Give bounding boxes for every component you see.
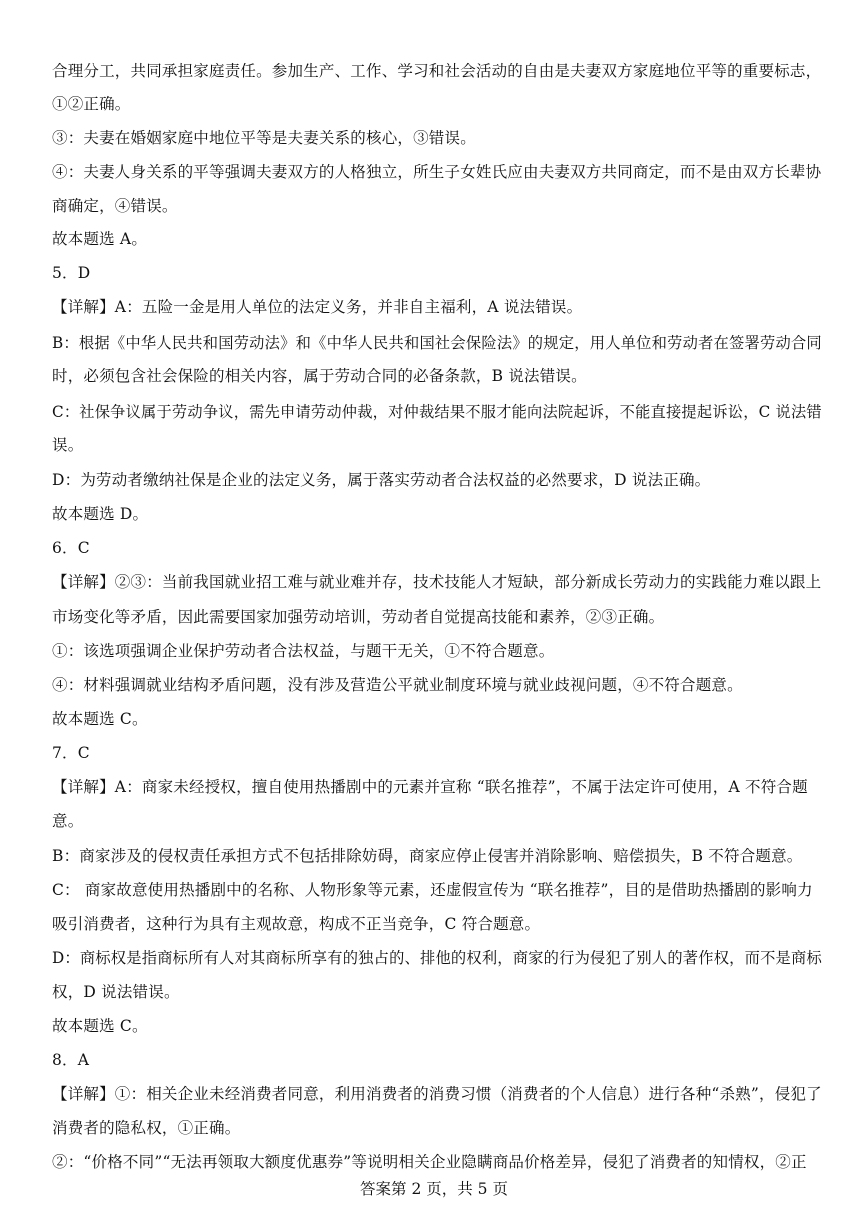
text-line: D：商标权是指商标所有人对其商标所享有的独占的、排他的权利，商家的行为侵犯了别人的著作权，而不是商标: [52, 949, 822, 967]
text-line: 【详解】②③：当前我国就业招工难与就业难并存，技术技能人才短缺，部分新成长劳动力的实践能力难以跟上: [52, 573, 822, 591]
text-line: 消费者的隐私权，①正确。: [52, 1119, 241, 1137]
text-line: 故本题选 C。: [52, 1017, 148, 1035]
text-line: 吸引消费者，这种行为具有主观故意，构成不正当竞争，C 符合题意。: [52, 915, 541, 933]
text-line: 【详解】①：相关企业未经消费者同意，利用消费者的消费习惯（消费者的个人信息）进行各种“杀熟”，侵犯了: [52, 1085, 822, 1103]
text-line: 故本题选 D。: [52, 505, 149, 523]
text-line: 权，D 说法错误。: [52, 983, 180, 1001]
text-line: ①②正确。: [52, 95, 131, 113]
question-number: 6．C: [52, 539, 90, 557]
page-footer: 答案第 2 页，共 5 页: [360, 1180, 508, 1198]
text-line: 【详解】A：商家未经授权，擅自使用热播剧中的元素并宣称 “联名推荐”，不属于法定许可使用，A 不符合题: [52, 778, 808, 796]
text-line: B：商家涉及的侵权责任承担方式不包括排除妨碍，商家应停止侵害并消除影响、赔偿损失，B 不符合题意。: [52, 847, 803, 865]
text-line: 意。: [52, 812, 84, 830]
text-line: C： 商家故意使用热播剧中的名称、人物形象等元素，还虚假宣传为 “联名推荐”，目的是借助热播剧的影响力: [52, 881, 813, 899]
text-line: B：根据《中华人民共和国劳动法》和《中华人民共和国社会保险法》的规定，用人单位和劳动者在签署劳动合同: [52, 334, 822, 352]
text-line: 市场变化等矛盾，因此需要国家加强劳动培训，劳动者自觉提高技能和素养，②③正确。: [52, 608, 665, 626]
text-line: ①：该选项强调企业保护劳动者合法权益，与题干无关，①不符合题意。: [52, 642, 555, 660]
text-line: C：社保争议属于劳动争议，需先申请劳动仲裁，对仲裁结果不服才能向法院起诉，不能直接提起诉讼，C 说法错: [52, 403, 822, 421]
text-line: 误。: [52, 436, 84, 454]
text-line: ③：夫妻在婚姻家庭中地位平等是夫妻关系的核心，③错误。: [52, 129, 476, 147]
text-line: 故本题选 C。: [52, 710, 148, 728]
question-number: 7．C: [52, 744, 90, 762]
question-number: 5．D: [52, 264, 91, 282]
text-line: ④：材料强调就业结构矛盾问题，没有涉及营造公平就业制度环境与就业歧视问题，④不符合题意。: [52, 676, 743, 694]
text-line: ④：夫妻人身关系的平等强调夫妻双方的人格独立，所生子女姓氏应由夫妻双方共同商定，而不是由双方长辈协: [52, 163, 822, 181]
text-line: 故本题选 A。: [52, 230, 148, 248]
text-line: D：为劳动者缴纳社保是企业的法定义务，属于落实劳动者合法权益的必然要求，D 说法正确。: [52, 471, 711, 489]
question-number: 8．A: [52, 1051, 90, 1069]
text-line: 【详解】A：五险一金是用人单位的法定义务，并非自主福利，A 说法错误。: [52, 298, 583, 316]
text-line: 合理分工，共同承担家庭责任。参加生产、工作、学习和社会活动的自由是夫妻双方家庭地位平等的重要标志，: [52, 62, 822, 80]
text-line: 时，必须包含社会保险的相关内容，属于劳动合同的必备条款，B 说法错误。: [52, 367, 587, 385]
text-line: 商确定，④错误。: [52, 197, 178, 215]
text-line: ②：“价格不同”“无法再领取大额度优惠券”等说明相关企业隐瞒商品价格差异，侵犯了消费者的知情权，②正: [52, 1153, 807, 1171]
